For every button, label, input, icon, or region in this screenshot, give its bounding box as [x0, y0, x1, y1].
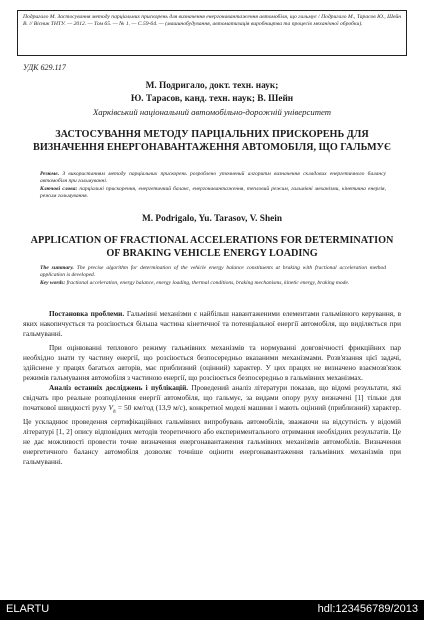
- body-paragraph-2: При оцінюванні теплового режиму гальмівних механізмів та нормуванні довговічності фрикційних пар необхідно знати ту частину енергії, що розсіюється безпосередньо вказаними механізмами. Розв'язання цієї задачі, здійснене у працях багатьох авторів, має приблизний (оцінний) характер. У цих працях не визначено взаємозв'язок режимів гальмування автомобіля з частиною енергії, що розсіюється безпосередньо в гальмівних механізмах.: [23, 344, 401, 383]
- ua-abstract-text: З використанням методу парціальних прискорень розроблено уточнений алгоритм визначення складових енергетичного балансу автомобіля при гальмуванні.: [40, 171, 386, 185]
- en-abstract: [40, 265, 386, 287]
- ua-keywords-label: Ключові слова:: [40, 185, 78, 192]
- citation-text: Подригало М. Застосування методу парціальних прискорень для визначення енергонавантаження автомобіля, що гальмує / Подригало М., Тарасов Ю., Шейн В. // Вісник ТНТУ. — 2012. — Том 65. — № 1. — С.59-64. — (машинобудування, автоматизація виробництва та процесів механічної обробки).: [23, 14, 401, 28]
- footer-repository-label: ELARTU: [6, 603, 50, 615]
- ua-author-line-1: М. Подригало, докт. техн. наук;: [145, 81, 279, 91]
- en-keywords-text: fractional acceleration, energy balance, energy loading, thermal conditions, braking mechanisms, kinetic energy, braking mode.: [65, 279, 350, 286]
- footer-handle-link[interactable]: hdl:123456789/2013: [317, 603, 418, 615]
- body-paragraph-3: Аналіз останніх досліджень і публікацій. Проведений аналіз літератури показав, що відомі результати, які свідчать про реальне розподілення енергії автомобіля, що гальмує, за видами опору руху визначені [1] тільки для початкової швидкості руху $V_a = 50$ км/год (13,9 м/с), конкретної моделі машини і мають оцінний (приблизний) характер. Це ускладнює проведення сертифікаційних гальмівних випробувань автомобілів, зважаючи на відсутність у відомій літературі [1, 2] опису відповідних методів теоретичного або експериментального отримання необхідних результатів. Це не дає можливості провести точне визначення енергонавантаження гальмівних механізмів автомобілів. Визначення енергетичного балансу автомобіля дозволяє точніше оцінити енергонавантаження гальмівних механізмів при гальмуванні.: [23, 384, 401, 467]
- section-heading-analysis: Аналіз останніх досліджень і публікацій.: [49, 384, 189, 393]
- section-heading-problem: Постановка проблеми.: [49, 310, 125, 318]
- udc-code: УДК 629.117: [23, 63, 66, 72]
- viewer-footer-bar: [0, 600, 424, 620]
- article-body: [23, 309, 401, 467]
- en-title: APPLICATION OF FRACTIONAL ACCELERATIONS FOR DETERMINATION OF BRAKING VEHICLE ENERGY LOADING: [30, 235, 394, 260]
- en-keywords-label: Key words:: [40, 279, 66, 286]
- ua-abstract: [40, 171, 386, 200]
- ua-title: ЗАСТОСУВАННЯ МЕТОДУ ПАРЦІАЛЬНИХ ПРИСКОРЕНЬ ДЛЯ ВИЗНАЧЕННЯ ЕНЕРГОНАВАНТАЖЕННЯ АВТОМОБІЛЯ, ЩО ГАЛЬМУЄ: [33, 129, 391, 154]
- citation-box: [17, 10, 407, 56]
- en-authors: M. Podrigalo, Yu. Tarasov, V. Shein: [141, 214, 282, 224]
- ua-authors: [23, 80, 401, 105]
- ua-keywords-text: парціальні прискорення, енергетичний баланс, енергонавантаження, тепловий режим, гальмівні механізми, кінетична енергія, режим гальмування.: [40, 185, 386, 199]
- ua-author-line-2: Ю. Тарасов, канд. техн. наук; В. Шейн: [130, 93, 294, 104]
- ua-abstract-label: Резюме.: [40, 171, 60, 177]
- en-summary-text: The precise algorithm for determination of the vehicle energy balance constituents at braking with fractional acceleration method application is developed.: [40, 265, 386, 279]
- body-paragraph-1: Постановка проблеми. Гальмівні механізми є найбільш навантаженими елементами гальмівного керування, в яких накопичується та розсіюється більша частина кінетичної та потенціальної енергії автомобіля, що виділяється при гальмуванні.: [23, 310, 401, 339]
- ua-affiliation: Харківський національний автомобільно-дорожній університет: [93, 107, 331, 117]
- en-summary-label: The summary.: [40, 265, 74, 271]
